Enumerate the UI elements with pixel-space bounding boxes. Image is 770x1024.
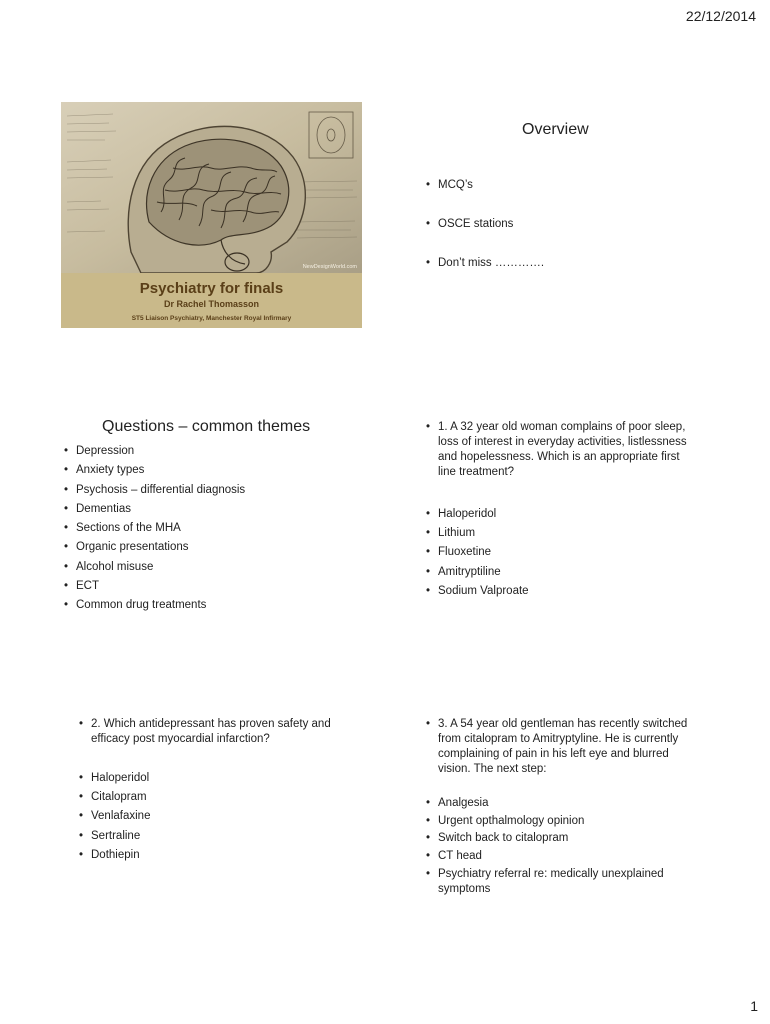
list-item: • MCQ’s <box>424 178 724 193</box>
answer-option: • Sertraline <box>77 829 339 844</box>
watermark-text: NewDesignWorld.com <box>302 264 357 270</box>
question-text: • 1. A 32 year old woman complains of poor sleep, loss of interest in everyday activities, listlessness and hopelessness. Which is an appropriate first line treatment? <box>424 420 694 480</box>
title-band <box>61 273 362 328</box>
list-item: • Alcohol misuse <box>62 560 352 575</box>
list-item: • OSCE stations <box>424 217 724 232</box>
question-2-options <box>77 771 339 867</box>
answer-option: • Switch back to citalopram <box>424 831 694 846</box>
list-item: • Depression <box>62 444 352 459</box>
answer-option: • Haloperidol <box>424 507 694 522</box>
question-2 <box>77 717 339 747</box>
list-item: • Common drug treatments <box>62 598 352 613</box>
answer-option: • Fluoxetine <box>424 545 694 560</box>
question-3-options <box>424 796 694 899</box>
page-number: 1 <box>750 998 758 1014</box>
list-item: • Organic presentations <box>62 540 352 555</box>
answer-option: • Amitryptiline <box>424 565 694 580</box>
list-item: • Anxiety types <box>62 463 352 478</box>
list-item: • Don’t miss …………. <box>424 256 724 271</box>
answer-option: • Urgent opthalmology opinion <box>424 814 694 829</box>
answer-option: • Lithium <box>424 526 694 541</box>
author-name: Dr Rachel Thomasson <box>163 299 260 309</box>
list-item: • Psychosis – differential diagnosis <box>62 483 352 498</box>
list-item: • Dementias <box>62 502 352 517</box>
handout-date: 22/12/2014 <box>685 8 756 24</box>
question-text: • 3. A 54 year old gentleman has recently switched from citalopram to Amitryptyline. He is currently complaining of pain in his left eye and blurred vision. The next step: <box>424 717 694 777</box>
answer-option: • Haloperidol <box>77 771 339 786</box>
author-affiliation: ST5 Liaison Psychiatry, Manchester Royal Infirmary <box>131 315 292 322</box>
question-1-options <box>424 507 694 603</box>
brain-sketch-image <box>61 102 362 273</box>
answer-option: • Psychiatry referral re: medically unexplained symptoms <box>424 867 694 897</box>
list-item: • ECT <box>62 579 352 594</box>
question-text: • 2. Which antidepressant has proven safety and efficacy post myocardial infarction? <box>77 717 339 747</box>
question-1 <box>424 420 694 480</box>
answer-option: • Sodium Valproate <box>424 584 694 599</box>
list-item: • Sections of the MHA <box>62 521 352 536</box>
answer-option: • Analgesia <box>424 796 694 811</box>
answer-option: • Dothiepin <box>77 848 339 863</box>
themes-heading: Questions – common themes <box>102 418 311 435</box>
answer-option: • Citalopram <box>77 790 339 805</box>
overview-heading: Overview <box>522 121 589 138</box>
slide-title: Psychiatry for finals <box>139 280 284 297</box>
themes-list <box>62 444 352 618</box>
answer-option: • Venlafaxine <box>77 809 339 824</box>
answer-option: • CT head <box>424 849 694 864</box>
overview-list <box>424 178 724 295</box>
title-slide <box>61 102 362 328</box>
question-3 <box>424 717 694 777</box>
